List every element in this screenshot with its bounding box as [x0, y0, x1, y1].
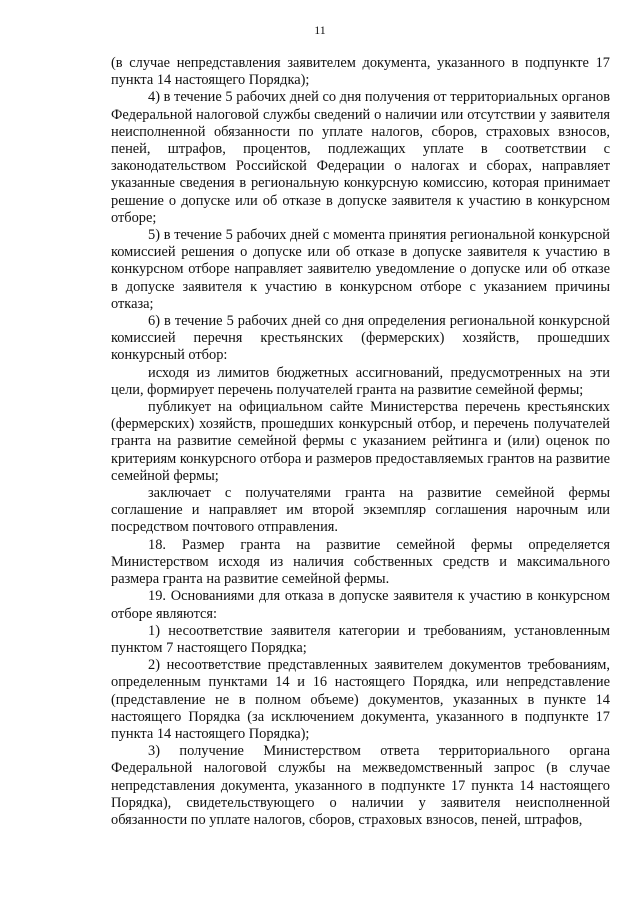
paragraph-reason-2: 2) несоответствие представленных заявителем документов требованиям, определенным пунктами 14 и 16 настоящего Порядка, или непредставление (представление не в полном объеме) документов, указанных в пункте 14 настоящего Порядка (за исключением документа, указанного в подпункте 17 пункта 14 настоящего Порядка);	[111, 657, 610, 742]
paragraph-subitem-forms-list: исходя из лимитов бюджетных ассигнований, предусмотренных на эти цели, формирует перечень получателей гранта на развитие семейной фермы;	[111, 364, 610, 398]
paragraph-item-5: 5) в течение 5 рабочих дней с момента принятия региональной конкурсной комиссией решения о допуске или об отказе в допуске заявителя к участию в конкурсном отборе направляет заявителю уведомление о допуске или об отказе в допуске заявителя к участию в конкурсном отборе с указанием причины отказа;	[111, 227, 610, 312]
paragraph-reason-3: 3) получение Министерством ответа территориального органа Федеральной налоговой службы на межведомственный запрос (в случае непредставления документа, указанного в подпункте 17 пункта 14 настоящего Порядка), свидетельствующего о наличии у заявителя неисполненной обязанности по уплате налогов, сборов, страховых взносов, пеней, штрафов,	[111, 743, 610, 828]
paragraph-subitem-concludes: заключает с получателями гранта на развитие семейной фермы соглашение и направляет им второй экземпляр соглашения нарочным или посредством почтового отправления.	[111, 485, 610, 536]
document-body	[111, 55, 610, 829]
paragraph-continuation: (в случае непредставления заявителем документа, указанного в подпункте 17 пункта 14 настоящего Порядка);	[111, 55, 610, 89]
paragraph-section-18: 18. Размер гранта на развитие семейной фермы определяется Министерством исходя из наличия собственных средств и максимального размера гранта на развитие семейной фермы.	[111, 536, 610, 588]
paragraph-subitem-publishes: публикует на официальном сайте Министерства перечень крестьянских (фермерских) хозяйств, прошедших конкурсный отбор, и перечень получателей гранта на развитие семейной фермы с указанием рейтинга и (или) оценок по критериям конкурсного отбора и размеров предоставляемых грантов на развитие семейной фермы;	[111, 399, 610, 484]
paragraph-section-19: 19. Основаниями для отказа в допуске заявителя к участию в конкурсном отборе являются:	[111, 588, 610, 622]
paragraph-item-4: 4) в течение 5 рабочих дней со дня получения от территориальных органов Федеральной налоговой службы сведений о наличии или отсутствии у заявителя неисполненной обязанности по уплате налогов, сборов, страховых взносов, пеней, штрафов, процентов, подлежащих уплате в соответствии с законодательством Российской Федерации о налогах и сборах, направляет указанные сведения в региональную конкурсную комиссию, которая принимает решение о допуске или об отказе в допуске заявителя к участию в конкурсном отборе;	[111, 89, 610, 226]
paragraph-reason-1: 1) несоответствие заявителя категории и требованиям, установленным пунктом 7 настоящего Порядка;	[111, 622, 610, 656]
paragraph-item-6: 6) в течение 5 рабочих дней со дня определения региональной конкурсной комиссией перечня крестьянских (фермерских) хозяйств, прошедших конкурсный отбор:	[111, 313, 610, 364]
page-number: 11	[314, 23, 326, 37]
